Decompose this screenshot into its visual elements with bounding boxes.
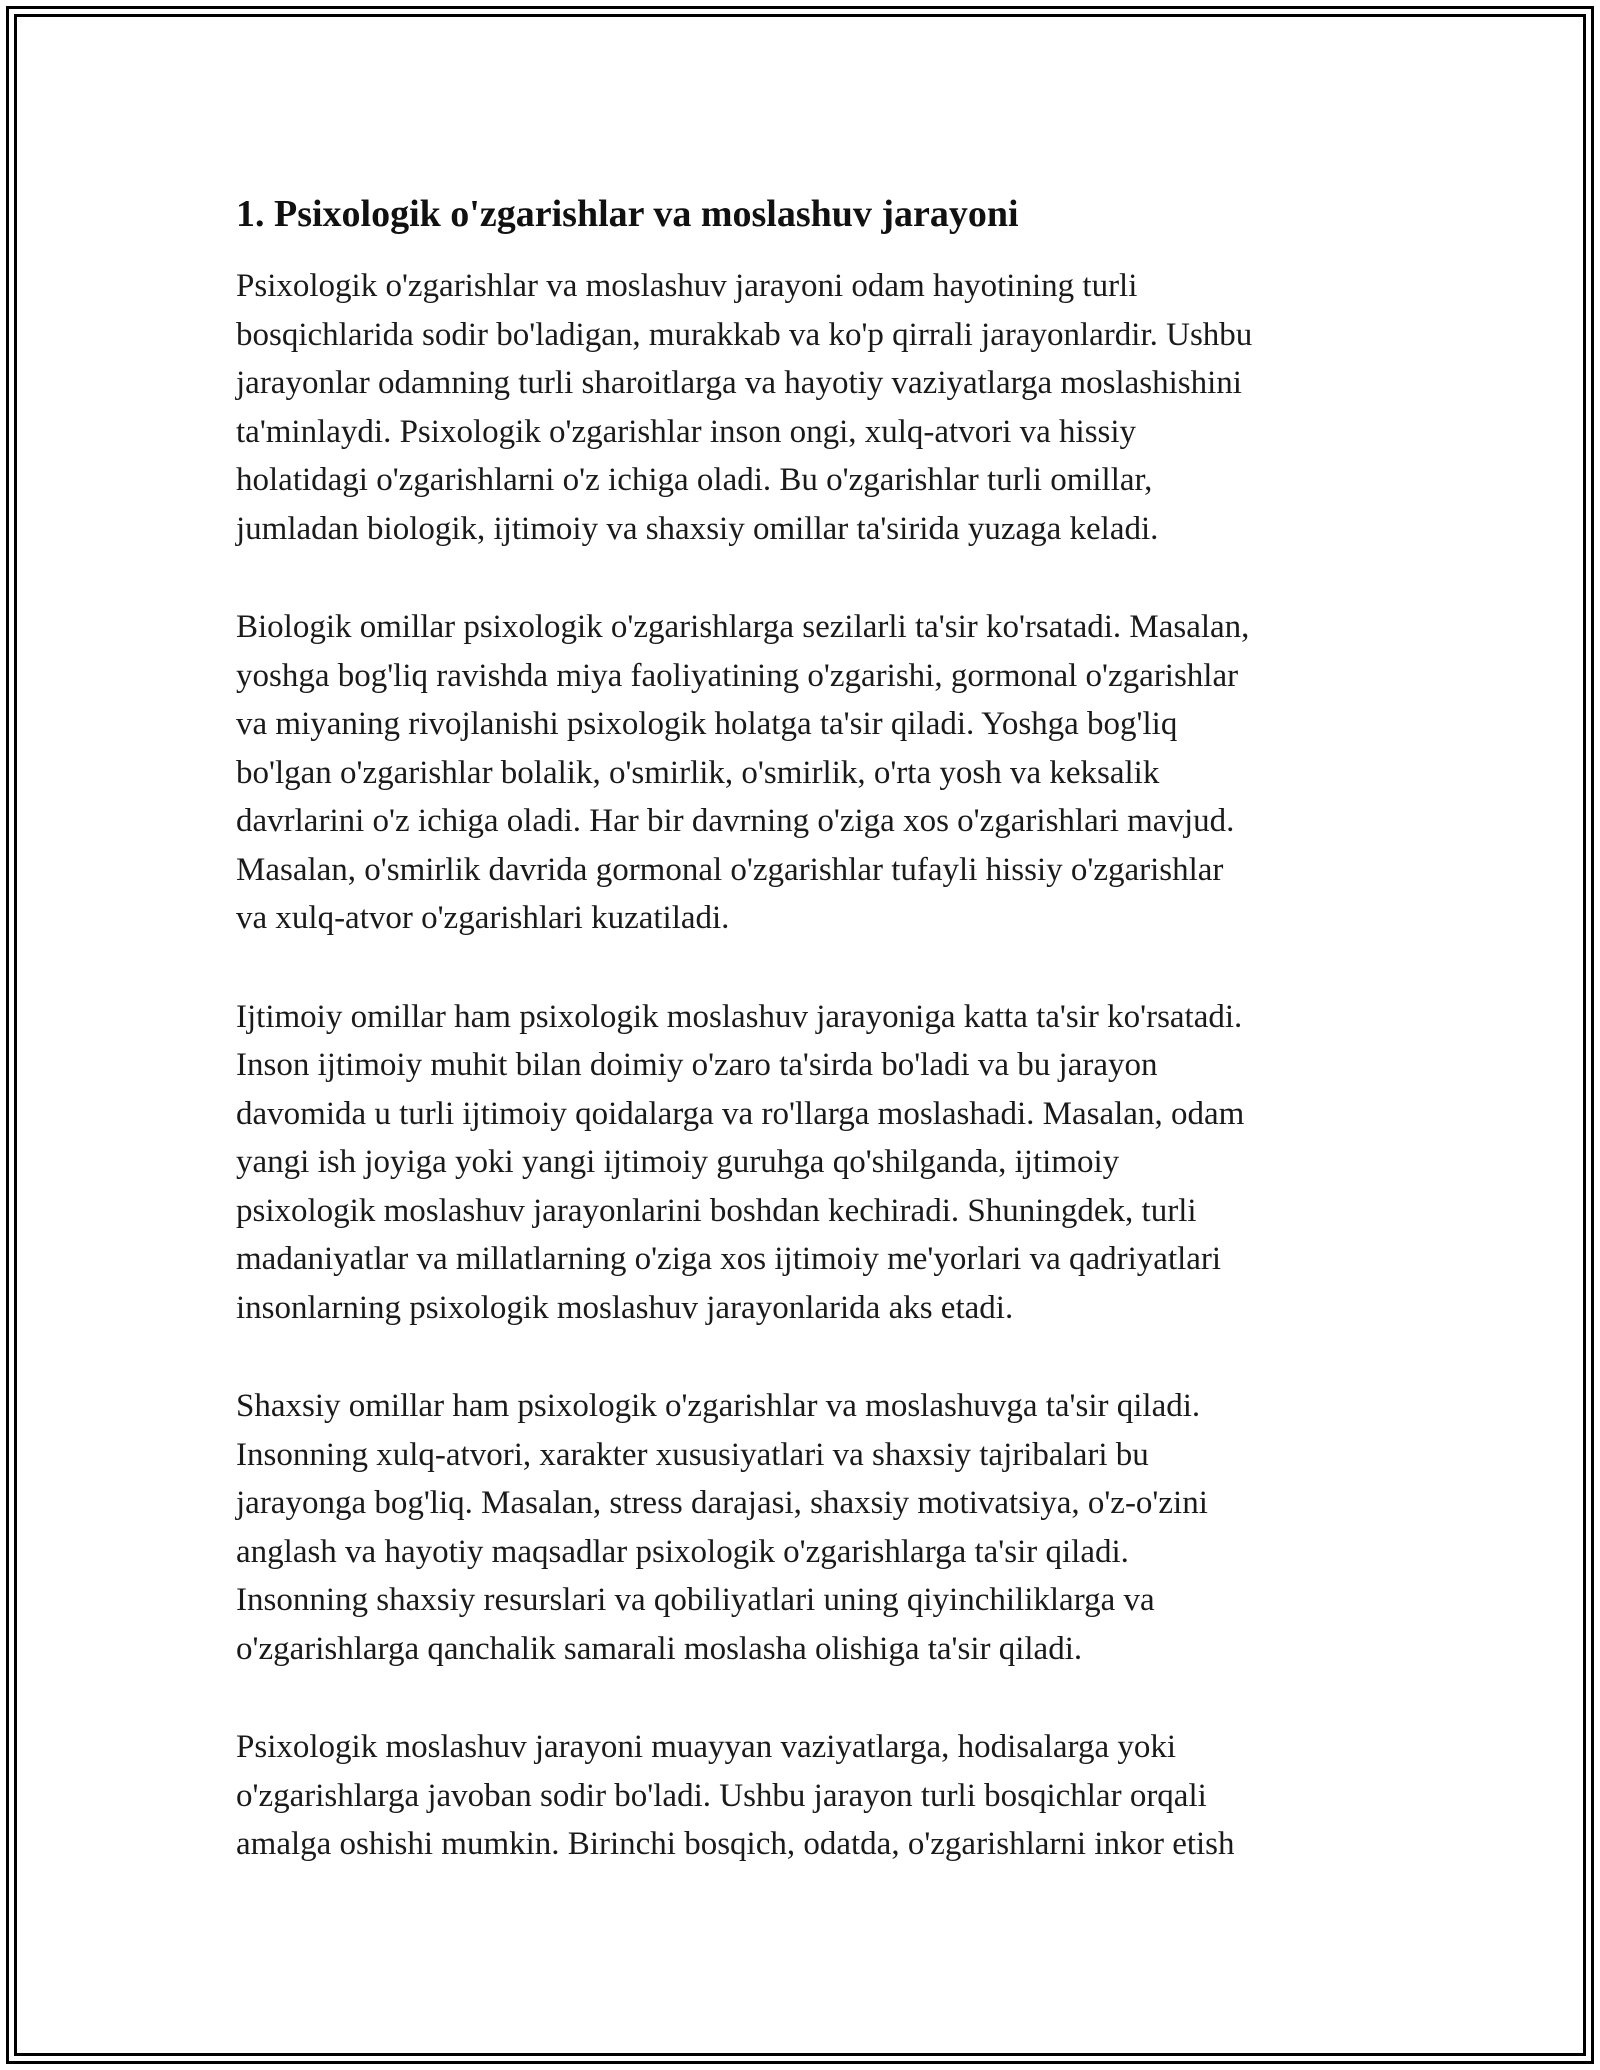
paragraph-biological-factors: Biologik omillar psixologik o'zgarishlarga sezilarli ta'sir ko'rsatadi. Masalan, yoshga bog'liq ravishda miya faoliyatining o'zgarishi, gormonal o'zgarishlar va miyaning rivojlanishi psixologik holatga ta'sir qiladi. Yoshga bog'liq bo'lgan o'zgarishlar bolalik, o'smirlik, o'smirlik, o'rta yosh va keksalik davrlarini o'z ichiga oladi. Har bir davrning o'ziga xos o'zgarishlari mavjud. Masalan, o'smirlik davrida gormonal o'zgarishlar tufayli hissiy o'zgarishlar va xulq-atvor o'zgarishlari kuzatiladi. (236, 609, 1250, 936)
paragraph-social-factors: Ijtimoiy omillar ham psixologik moslashuv jarayoniga katta ta'sir ko'rsatadi. Inson ijtimoiy muhit bilan doimiy o'zaro ta'sirda bo'ladi va bu jarayon davomida u turli ijtimoiy qoidalarga va ro'llarga moslashadi. Masalan, odam yangi ish joyiga yoki yangi ijtimoiy guruhga qo'shilganda, ijtimoiy psixologik moslashuv jarayonlarini boshdan kechiradi. Shuningdek, turli madaniyatlar va millatlarning o'ziga xos ijtimoiy me'yorlari va qadriyatlari insonlarning psixologik moslashuv jarayonlarida aks etadi. (236, 998, 1245, 1326)
paragraph-intro: Psixologik o'zgarishlar va moslashuv jarayoni odam hayotining turli bosqichlarida sodir bo'ladigan, murakkab va ko'p qirrali jarayonlardir. Ushbu jarayonlar odamning turli sharoitlarga va hayotiy vaziyatlarga moslashishini ta'minlaydi. Psixologik o'zgarishlar inson ongi, xulq-atvori va hissiy holatidagi o'zgarishlarni o'z ichiga oladi. Bu o'zgarishlar turli omillar, jumladan biologik, ijtimoiy va shaxsiy omillar ta'sirida yuzaga keladi. (236, 268, 1253, 547)
paragraph-adaptation-process: Psixologik moslashuv jarayoni muayyan vaziyatlarga, hodisalarga yoki o'zgarishlarga javoban sodir bo'ladi. Ushbu jarayon turli bosqichlar orqali amalga oshishi mumkin. Birinchi bosqich, odatda, o'zgarishlarni inkor etish (236, 1729, 1235, 1862)
paragraph-personal-factors: Shaxsiy omillar ham psixologik o'zgarishlar va moslashuvga ta'sir qiladi. Insonning xulq-atvori, xarakter xususiyatlari va shaxsiy tajribalari bu jarayonga bog'liq. Masalan, stress darajasi, shaxsiy motivatsiya, o'z-o'zini anglash va hayotiy maqsadlar psixologik o'zgarishlarga ta'sir qiladi. Insonning shaxsiy resurslari va qobiliyatlari uning qiyinchiliklarga va o'zgarishlarga qanchalik samarali moslasha olishiga ta'sir qiladi. (236, 1388, 1208, 1667)
document-body (236, 186, 1376, 1919)
section-heading: 1. Psixologik o'zgarishlar va moslashuv jarayoni (236, 193, 1019, 235)
